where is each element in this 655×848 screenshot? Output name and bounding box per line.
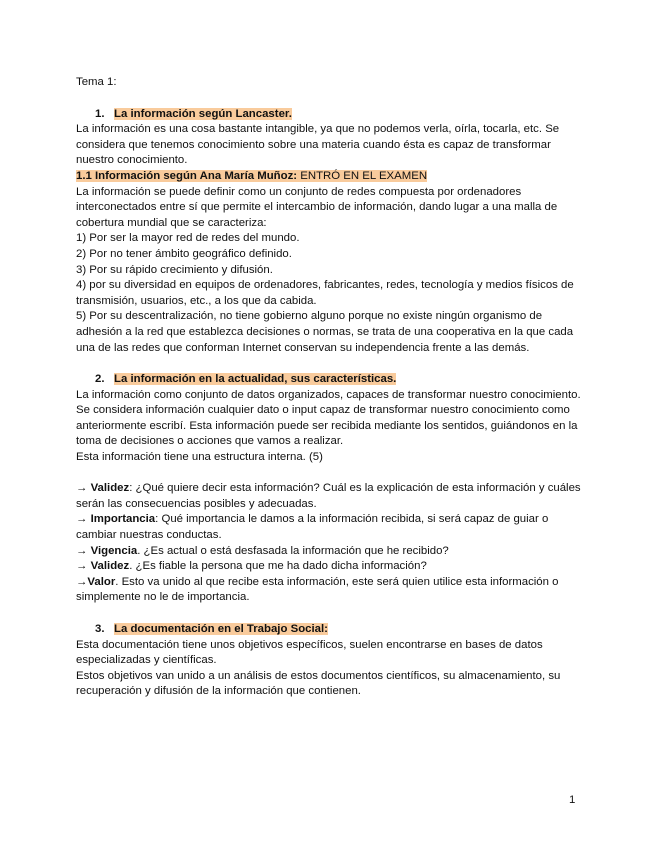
arrow-icon: →: [76, 560, 91, 573]
section-2-body: La información como conjunto de datos organizados, capaces de transformar nuestro conocimiento. Se considera información cualquier dato o input capaz de transformar nuestro conocimiento como anteriormente escribí. Esta información puede ser recibida mediante los sentidos, guiándonos en la toma de decisiones o acciones que vamos a realizar.: [76, 388, 581, 448]
tema-heading: Tema 1:: [76, 76, 117, 88]
section-1-heading: [76, 107, 586, 123]
section-2-title: La información en la actualidad, sus características.: [114, 373, 397, 386]
section-1-1-title: 1.1 Información según Ana María Muñoz:: [76, 169, 298, 182]
feature-term: Valor: [87, 575, 116, 588]
exam-note: ENTRÓ EN EL EXAMEN: [297, 169, 428, 182]
feature-term: Validez: [90, 560, 130, 573]
feature-text: . Esto va unido al que recibe esta información, este será quien utilice esta información o simplemente no le de importancia.: [76, 575, 559, 604]
section-1-title: La información según Lancaster.: [114, 107, 292, 120]
section-2-structure: Esta información tiene una estructura interna. (5): [76, 451, 323, 464]
section-1-1-heading: [76, 169, 586, 185]
list-item: 3) Por su rápido crecimiento y difusión.: [76, 263, 273, 276]
section-1-1-intro: La información se puede definir como un conjunto de redes compuesta por ordenadores interconectados entre sí que permite el intercambio de información, dando lugar a una malla de cobertura mundial que se caracteriza:: [76, 185, 558, 229]
document-page: [76, 75, 586, 700]
section-3-number: 3.: [95, 623, 105, 635]
feature-text: : Qué importancia le damos a la información recibida, si será capaz de guiar o cambiar nuestras conductas.: [76, 513, 549, 542]
section-2-number: 2.: [95, 373, 105, 386]
section-3-title: La documentación en el Trabajo Social:: [114, 623, 328, 635]
feature-term: Vigencia: [90, 544, 138, 557]
feature-text: : ¿Qué quiere decir esta información? Cuál es la explicación de esta información y cuáles serán las consecuencias posibles y adecuadas.: [76, 482, 581, 510]
feature-item: [76, 575, 586, 606]
section-3-paragraph-2: Estos objetivos van unido a un análisis de estos documentos científicos, su almacenamiento, su recuperación y difusión de la información que contienen.: [76, 669, 561, 698]
section-2-heading: [76, 372, 586, 388]
arrow-icon: →: [76, 544, 91, 557]
list-item: 5) Por su descentralización, no tiene gobierno alguno porque no existe ningún organismo de adhesión a la red que establezca decisiones o normas, se trata de una cooperativa en la que cada una de las redes que conforman Internet conservan su independencia frente a las demás.: [76, 310, 574, 354]
arrow-icon: →: [76, 575, 88, 588]
section-3-heading: [76, 622, 586, 638]
arrow-icon: →: [76, 513, 91, 526]
feature-text: . ¿Es actual o está desfasada la información que he recibido?: [137, 544, 449, 557]
feature-term: Importancia: [90, 513, 156, 526]
feature-item: [76, 512, 586, 543]
feature-text: . ¿Es fiable la persona que me ha dado dicha información?: [129, 560, 427, 573]
feature-item: [76, 559, 586, 575]
section-1-number: 1.: [95, 107, 105, 120]
feature-term: Validez: [90, 482, 130, 495]
feature-item: [76, 481, 586, 512]
page-number: 1: [569, 794, 576, 806]
arrow-icon: →: [76, 482, 91, 495]
section-3-paragraph-1: Esta documentación tiene unos objetivos específicos, suelen encontrarse en bases de datos especializadas y científicas.: [76, 638, 543, 667]
list-item: 1) Por ser la mayor red de redes del mundo.: [76, 232, 300, 245]
feature-item: [76, 544, 586, 560]
list-item: 4) por su diversidad en equipos de ordenadores, fabricantes, redes, tecnología y medios físicos de transmisión, usuarios, etc., a los que da cabida.: [76, 279, 574, 307]
list-item: 2) Por no tener ámbito geográfico definido.: [76, 247, 292, 260]
section-1-body: La información es una cosa bastante intangible, ya que no podemos verla, oírla, tocarla, etc. Se considera que tenemos conocimiento sobre una materia cuando ésta es capaz de transformar nuestro conocimiento.: [76, 123, 560, 167]
